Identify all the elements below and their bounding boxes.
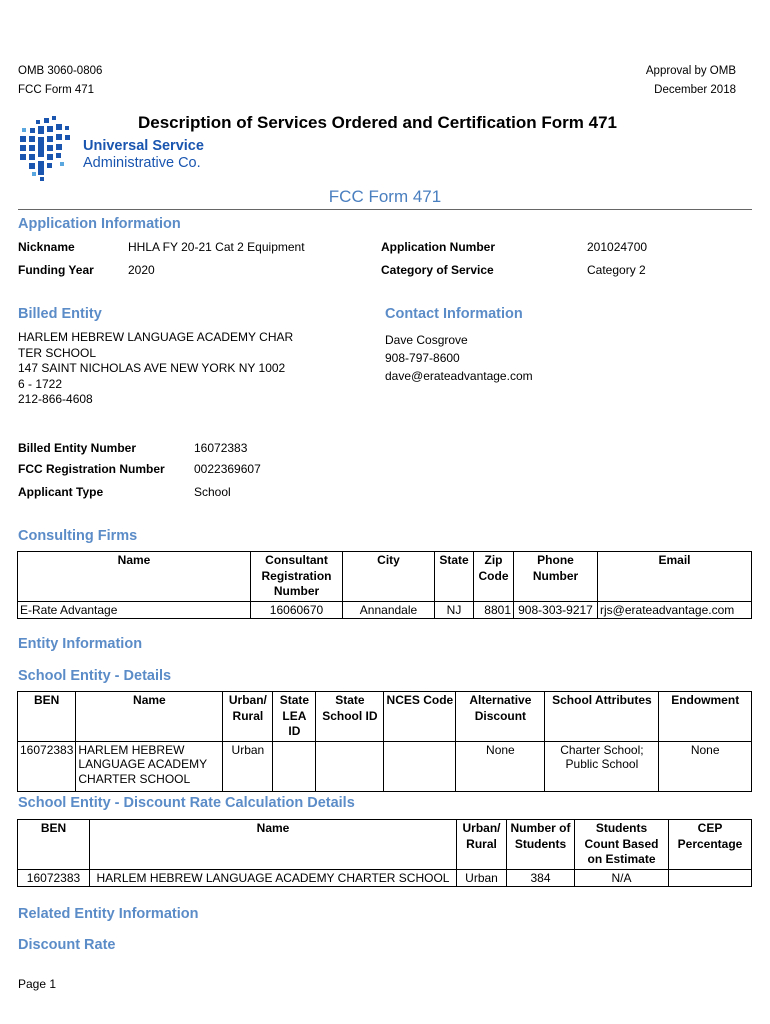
funding-year-label: Funding Year: [18, 263, 94, 277]
column-header: Consultant Registration Number: [251, 552, 343, 602]
discount-rate-heading: Discount Rate: [18, 937, 116, 953]
contact-name: Dave Cosgrove: [385, 333, 468, 347]
table-cell: None: [456, 741, 545, 791]
column-header: Name: [18, 552, 251, 602]
table-cell: [384, 741, 456, 791]
column-header: State: [435, 552, 474, 602]
billed-entity-line: 6 - 1722: [18, 376, 63, 391]
table-cell: None: [659, 741, 752, 791]
funding-year-value: 2020: [128, 263, 155, 277]
table-cell: HARLEM HEBREW LANGUAGE ACADEMY CHARTER SCHOOL: [76, 741, 223, 791]
billed-entity-address: [18, 330, 293, 408]
logo-line-2: Administrative Co.: [83, 155, 201, 171]
discount-calc-table: [17, 819, 752, 887]
applicant-type-label: Applicant Type: [18, 485, 104, 499]
related-entity-heading: Related Entity Information: [18, 906, 199, 922]
table-cell: 908-303-9217: [514, 601, 598, 619]
school-details-heading: School Entity - Details: [18, 668, 172, 684]
table-cell: Annandale: [343, 601, 435, 619]
application-number-label: Application Number: [381, 240, 496, 254]
entity-info-heading: Entity Information: [18, 636, 143, 652]
form-code: FCC Form 471: [18, 84, 95, 96]
approval-label: Approval by OMB: [645, 65, 736, 77]
column-header: School Attributes: [545, 692, 659, 742]
category-label: Category of Service: [381, 263, 494, 277]
discount-calc-heading: School Entity - Discount Rate Calculation Details: [18, 795, 355, 811]
billed-entity-line: 147 SAINT NICHOLAS AVE NEW YORK NY 1002: [18, 361, 286, 375]
contact-phone: 908-797-8600: [385, 351, 460, 365]
column-header: Number of Students: [507, 820, 575, 870]
table-cell: Urban: [457, 869, 507, 887]
table-cell: [669, 869, 752, 887]
application-info-heading: Application Information: [18, 216, 181, 232]
column-header: Name: [76, 692, 223, 742]
contact-email: dave@erateadvantage.com: [385, 369, 533, 383]
column-header: CEP Percentage: [669, 820, 752, 870]
nickname-value: HHLA FY 20-21 Cat 2 Equipment: [128, 240, 305, 254]
table-cell: 384: [507, 869, 575, 887]
billed-entity-line: TER SCHOOL: [18, 345, 97, 360]
applicant-type-value: School: [194, 485, 231, 499]
column-header: State School ID: [316, 692, 384, 742]
column-header: Zip Code: [474, 552, 514, 602]
column-header: Alternative Discount: [456, 692, 545, 742]
usac-logo-icon: [16, 114, 76, 184]
billed-entity-line: 212-866-4608: [18, 392, 93, 406]
billed-entity-heading: Billed Entity: [18, 306, 102, 322]
consulting-firms-table: [17, 551, 752, 619]
fcc-registration-label: FCC Registration Number: [18, 462, 165, 476]
table-row: [18, 741, 752, 791]
table-cell: 16072383: [18, 869, 90, 887]
contact-block: [385, 331, 533, 385]
column-header: Phone Number: [514, 552, 598, 602]
approval-date: December 2018: [654, 84, 736, 96]
billed-entity-line: HARLEM HEBREW LANGUAGE ACADEMY CHAR: [18, 330, 294, 344]
column-header: Students Count Based on Estimate: [575, 820, 669, 870]
column-header: Urban/ Rural: [457, 820, 507, 870]
ben-value: 16072383: [194, 441, 248, 455]
contact-info-heading: Contact Information: [385, 306, 523, 322]
column-header: Email: [598, 552, 752, 602]
column-header: NCES Code: [384, 692, 456, 742]
nickname-label: Nickname: [18, 240, 75, 254]
table-cell: E-Rate Advantage: [18, 601, 251, 619]
consulting-firms-heading: Consulting Firms: [18, 528, 138, 544]
table-header-row: [18, 820, 752, 870]
page-title: Description of Services Ordered and Certification Form 471: [138, 113, 617, 132]
table-cell: [316, 741, 384, 791]
title-divider: [18, 209, 752, 210]
fcc-registration-value: 0022369607: [194, 462, 261, 476]
table-cell: N/A: [575, 869, 669, 887]
table-cell: 8801: [474, 601, 514, 619]
table-header-row: [18, 692, 752, 742]
ben-label: Billed Entity Number: [18, 441, 137, 455]
table-cell: rjs@erateadvantage.com: [598, 601, 752, 619]
school-details-table: [17, 691, 752, 792]
column-header: State LEA ID: [273, 692, 316, 742]
table-row: [18, 869, 752, 887]
column-header: City: [343, 552, 435, 602]
category-value: Category 2: [587, 263, 646, 277]
column-header: Endowment: [659, 692, 752, 742]
table-cell: 16072383: [18, 741, 76, 791]
table-cell: Urban: [223, 741, 273, 791]
table-cell: NJ: [435, 601, 474, 619]
logo-line-1: Universal Service: [83, 138, 204, 154]
form-subtitle: FCC Form 471: [328, 187, 442, 206]
logo-wordmark: [83, 138, 204, 172]
table-cell: [273, 741, 316, 791]
page-number: Page 1: [18, 977, 57, 991]
column-header: Urban/ Rural: [223, 692, 273, 742]
table-cell: 16060670: [251, 601, 343, 619]
table-row: [18, 601, 752, 619]
table-cell: HARLEM HEBREW LANGUAGE ACADEMY CHARTER SCHOOL: [90, 869, 457, 887]
table-header-row: [18, 552, 752, 602]
column-header: BEN: [18, 692, 76, 742]
table-cell: Charter School; Public School: [545, 741, 659, 791]
omb-number: OMB 3060-0806: [18, 65, 103, 77]
column-header: BEN: [18, 820, 90, 870]
application-number-value: 201024700: [587, 240, 648, 254]
column-header: Name: [90, 820, 457, 870]
